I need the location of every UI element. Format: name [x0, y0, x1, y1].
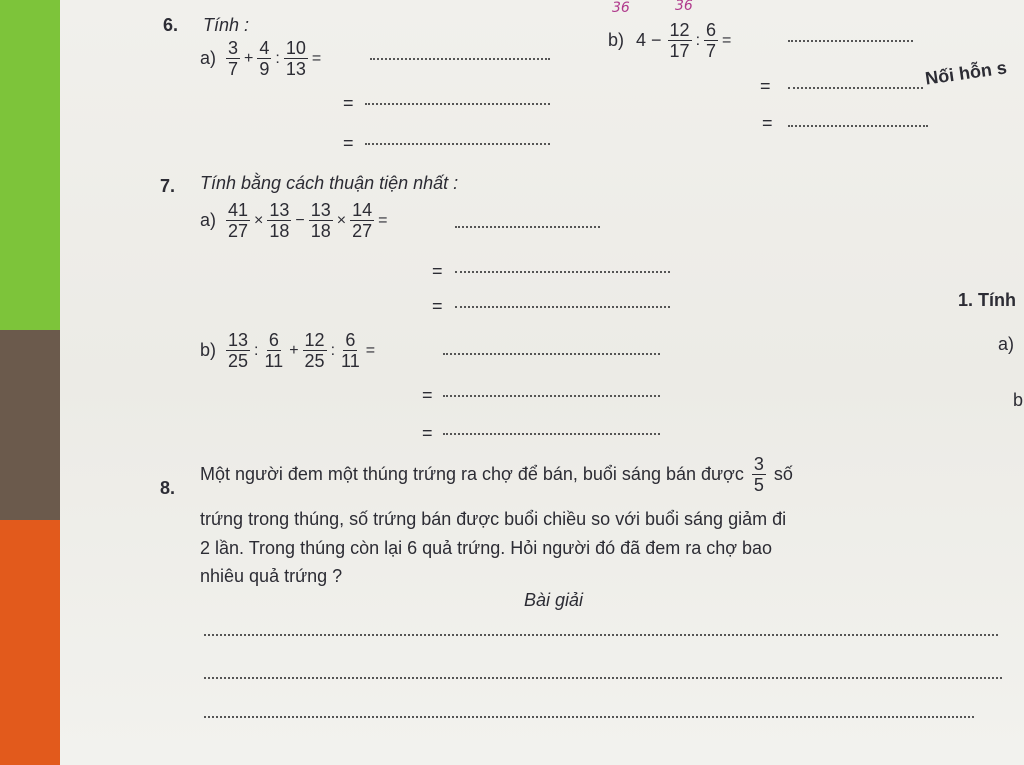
answer-line[interactable]: [455, 226, 600, 228]
ex8-line3: 2 lần. Trong thúng còn lại 6 quả trứng. Hỏi người đó đã đem ra chợ bao: [200, 538, 773, 558]
ex8-fraction: [752, 454, 766, 495]
fraction-numerator: 13: [310, 200, 331, 220]
ex8-line1-text: Một người đem một thúng trứng ra chợ để bán, buổi sáng bán được: [200, 464, 744, 484]
fraction: [257, 38, 271, 79]
edge-text-noi-hon-so: Nối hỗn s: [923, 57, 1008, 89]
equals-sign: =: [343, 133, 354, 153]
solution-line[interactable]: [204, 634, 998, 636]
answer-line[interactable]: [443, 395, 660, 397]
ex7-b-expression: [200, 330, 377, 371]
fraction-numerator: 6: [706, 20, 717, 40]
ex8-line2: trứng trong thúng, số trứng bán được buổi chiều so với buổi sáng giảm đi: [200, 509, 787, 529]
answer-line[interactable]: [788, 125, 928, 127]
operator: −: [295, 211, 305, 229]
fraction-numerator: 12: [669, 20, 690, 40]
fraction-numerator: 41: [228, 200, 249, 220]
fraction-numerator: 3: [753, 454, 764, 474]
fraction-denominator: 18: [269, 221, 290, 241]
answer-line[interactable]: [370, 58, 550, 60]
fraction: [350, 200, 374, 241]
fraction-numerator: 6: [268, 330, 279, 350]
fraction-denominator: 11: [341, 351, 360, 371]
equals-sign: =: [760, 76, 771, 96]
fraction-denominator: 9: [259, 59, 270, 79]
solution-line[interactable]: [204, 716, 974, 718]
fraction-numerator: 12: [304, 330, 325, 350]
ex6-b-expression: [608, 20, 733, 61]
edge-text-tinh: 1. Tính: [958, 290, 1016, 310]
operator: =: [365, 341, 376, 359]
fraction-numerator: 6: [345, 330, 356, 350]
operator: :: [254, 341, 259, 359]
fraction: [303, 330, 327, 371]
ex7-number: 7.: [160, 176, 176, 196]
solution-line[interactable]: [204, 677, 1002, 679]
operator: =: [311, 49, 322, 67]
handwritten-note-2: 36: [675, 0, 693, 14]
ex6-b-terms: [666, 20, 734, 61]
fraction-denominator: 25: [228, 351, 249, 371]
answer-line[interactable]: [365, 103, 550, 105]
equals-sign: =: [422, 423, 433, 443]
fraction-numerator: 14: [352, 200, 373, 220]
ex8-number: 8.: [160, 478, 176, 498]
answer-line[interactable]: [455, 306, 670, 308]
fraction-denominator: 5: [753, 475, 764, 495]
fraction: [668, 20, 692, 61]
fraction: [704, 20, 718, 61]
fraction-numerator: 10: [285, 38, 306, 58]
ex8-line4: nhiêu quả trứng ?: [200, 566, 343, 586]
fraction-denominator: 18: [310, 221, 331, 241]
fraction-denominator: 17: [669, 41, 690, 61]
fraction-denominator: 27: [228, 221, 249, 241]
answer-line[interactable]: [365, 143, 550, 145]
operator: =: [722, 31, 732, 49]
operator: +: [244, 49, 254, 67]
fraction-numerator: 13: [228, 330, 249, 350]
worksheet-page: [60, 0, 1024, 765]
operator: :: [695, 31, 701, 49]
ex6-title: Tính :: [203, 15, 250, 35]
equals-sign: =: [343, 93, 354, 113]
ex8-line1-end: số: [773, 464, 793, 484]
ex6-b-label: b): [608, 30, 625, 50]
ex7-a-expression: [200, 200, 390, 241]
operator: +: [289, 341, 299, 359]
ex8-line1: [200, 454, 793, 495]
fraction-denominator: 13: [285, 59, 306, 79]
ex7-a-label: a): [200, 210, 217, 230]
answer-line[interactable]: [788, 87, 923, 89]
equals-sign: =: [762, 113, 773, 133]
fraction: [267, 200, 291, 241]
answer-line[interactable]: [443, 433, 660, 435]
fraction-denominator: 7: [706, 41, 717, 61]
ex7-a-terms: [224, 200, 390, 241]
fraction-denominator: 25: [304, 351, 325, 371]
ex7-b-label: b): [200, 340, 217, 360]
handwritten-note-1: 36: [612, 0, 630, 16]
operator: =: [378, 211, 388, 229]
operator: ×: [254, 211, 264, 229]
fraction: [226, 200, 250, 241]
fraction-numerator: 4: [259, 38, 270, 58]
operator: :: [330, 341, 336, 359]
fraction: [226, 38, 240, 79]
fraction-denominator: 7: [228, 59, 239, 79]
answer-line[interactable]: [455, 271, 670, 273]
fraction: [309, 200, 333, 241]
edge-text-a: a): [998, 334, 1015, 354]
fraction-denominator: 11: [264, 351, 284, 371]
fraction-denominator: 27: [352, 221, 373, 241]
equals-sign: =: [432, 296, 443, 316]
fraction: [339, 330, 362, 371]
fraction: [226, 330, 250, 371]
fraction-numerator: 13: [269, 200, 290, 220]
solution-title: Bài giải: [524, 590, 584, 610]
ex6-b-prefix: 4 −: [636, 30, 662, 50]
ex6-a-terms: [224, 38, 323, 79]
ex6-a-expression: [200, 38, 323, 79]
equals-sign: =: [422, 385, 433, 405]
ex6-a-label: a): [200, 48, 217, 68]
ex7-b-terms: [224, 330, 377, 371]
ex7-title: Tính bằng cách thuận tiện nhất :: [200, 173, 459, 193]
answer-line[interactable]: [443, 353, 660, 355]
fraction: [284, 38, 308, 79]
operator: ×: [336, 211, 347, 229]
edge-text-b: b: [1013, 390, 1024, 410]
operator: :: [275, 49, 280, 67]
ex6-number: 6.: [163, 15, 179, 35]
fraction-numerator: 3: [228, 38, 239, 58]
equals-sign: =: [432, 261, 443, 281]
fraction: [263, 330, 286, 371]
answer-line[interactable]: [788, 40, 913, 42]
